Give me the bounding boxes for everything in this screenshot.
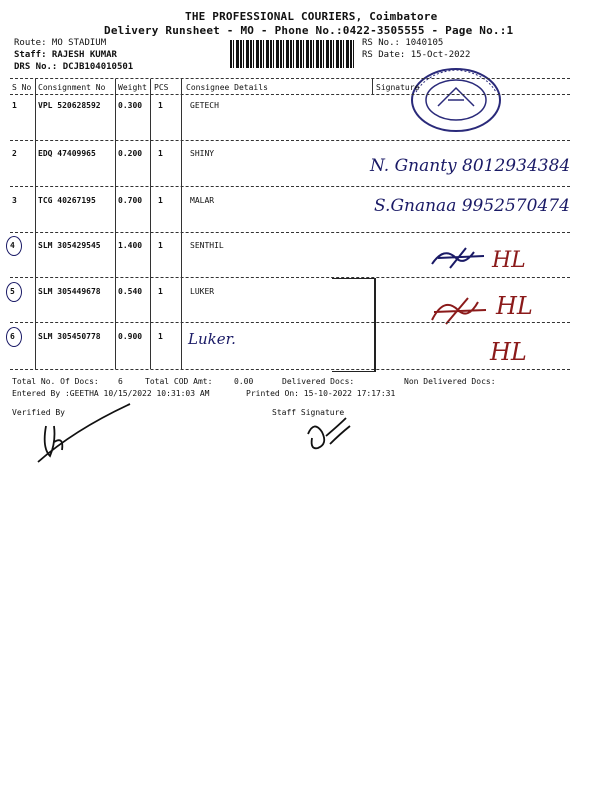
col-header-pcs: PCS: [154, 83, 169, 92]
row-consignee: GETECH: [190, 101, 219, 110]
col-divider: [181, 79, 182, 369]
drs-number: DRS No.: DCJB104010501: [14, 62, 134, 72]
staff-label: Staff: RAJESH KUMAR: [14, 50, 117, 60]
col-header-weight: Weight: [118, 83, 147, 92]
staff-signature-label: Staff Signature: [272, 408, 345, 417]
row-rule: [10, 232, 570, 233]
verified-by-label: Verified By: [12, 408, 65, 417]
col-header-signature: Signature: [376, 83, 420, 92]
table-bottom-rule: [10, 369, 570, 370]
table-header-rule: [10, 94, 570, 95]
col-divider: [115, 79, 116, 369]
row-weight: 0.900: [118, 332, 143, 341]
rs-number: RS No.: 1040105: [362, 38, 444, 48]
scribble-signature-icon: [430, 244, 490, 276]
row-weight: 0.540: [118, 287, 143, 296]
row-pcs: 1: [158, 149, 163, 158]
row-consignee: SENTHIL: [190, 241, 224, 250]
handwritten-name: Luker.: [188, 330, 236, 348]
col-header-consignment: Consignment No: [38, 83, 106, 92]
col-divider: [35, 79, 36, 369]
col-divider: [150, 79, 151, 369]
table-top-rule: [10, 78, 570, 79]
row-consignee: SHINY: [190, 149, 215, 158]
handwritten-hl-mark: HL: [496, 292, 533, 320]
col-header-sno: S No: [12, 83, 32, 92]
round-company-stamp-icon: [408, 66, 504, 134]
company-title: THE PROFESSIONAL COURIERS, Coimbatore: [185, 10, 438, 23]
handwritten-signature: S.Gnanaa 9952570474: [374, 196, 570, 216]
row-sno: 1: [12, 101, 17, 110]
row-pcs: 1: [158, 241, 163, 250]
handwritten-signature: N. Gnanty 8012934384: [370, 156, 571, 176]
col-divider: [372, 79, 373, 94]
runsheet-title: Delivery Runsheet - MO - Phone No.:0422-3505555 - Page No.:1: [104, 24, 514, 37]
route-label: Route: MO STADIUM: [14, 38, 107, 48]
row-weight: 1.400: [118, 241, 143, 250]
row-rule: [10, 140, 570, 141]
row-weight: 0.300: [118, 101, 143, 110]
row-rule: [10, 186, 570, 187]
row-pcs: 1: [158, 196, 163, 205]
row-sno: 3: [12, 196, 17, 205]
total-cod-value: 0.00: [234, 377, 254, 386]
col-header-consignee: Consignee Details: [186, 83, 268, 92]
row-consignment: SLM 305449678: [38, 287, 101, 296]
row-consignment: VPL 520628592: [38, 101, 101, 110]
barcode-icon: [230, 40, 356, 68]
row-weight: 0.200: [118, 149, 143, 158]
row-sno: 2: [12, 149, 17, 158]
row-pcs: 1: [158, 101, 163, 110]
total-cod-label: Total COD Amt:: [145, 377, 213, 386]
row-consignment: EDQ 47409965: [38, 149, 96, 158]
row-consignment: SLM 305429545: [38, 241, 101, 250]
row-rule: [10, 322, 570, 323]
row-consignment: TCG 40267195: [38, 196, 96, 205]
staff-signature-icon: [300, 414, 356, 458]
row-sno: 5: [10, 287, 15, 296]
delivered-docs-label: Delivered Docs:: [282, 377, 355, 386]
verifier-signature-icon: [34, 396, 134, 470]
printed-on: Printed On: 15-10-2022 17:17:31: [246, 389, 396, 398]
row-rule: [10, 277, 570, 278]
non-delivered-docs-label: Non Delivered Docs:: [404, 377, 496, 386]
rs-date: RS Date: 15-Oct-2022: [362, 50, 471, 60]
row-pcs: 1: [158, 287, 163, 296]
hand-drawn-bracket: [332, 278, 376, 372]
row-pcs: 1: [158, 332, 163, 341]
scribble-signature-icon: [428, 292, 492, 332]
total-docs-label: Total No. Of Docs:: [12, 377, 99, 386]
row-consignee: LUKER: [190, 287, 215, 296]
handwritten-hl-mark: HL: [492, 248, 526, 273]
row-consignee: MALAR: [190, 196, 215, 205]
row-weight: 0.700: [118, 196, 143, 205]
row-consignment: SLM 305450778: [38, 332, 101, 341]
row-sno: 6: [10, 332, 15, 341]
handwritten-hl-mark: HL: [490, 338, 527, 366]
row-sno: 4: [10, 241, 15, 250]
total-docs-value: 6: [118, 377, 123, 386]
entered-by: Entered By :GEETHA 10/15/2022 10:31:03 AM: [12, 389, 210, 398]
